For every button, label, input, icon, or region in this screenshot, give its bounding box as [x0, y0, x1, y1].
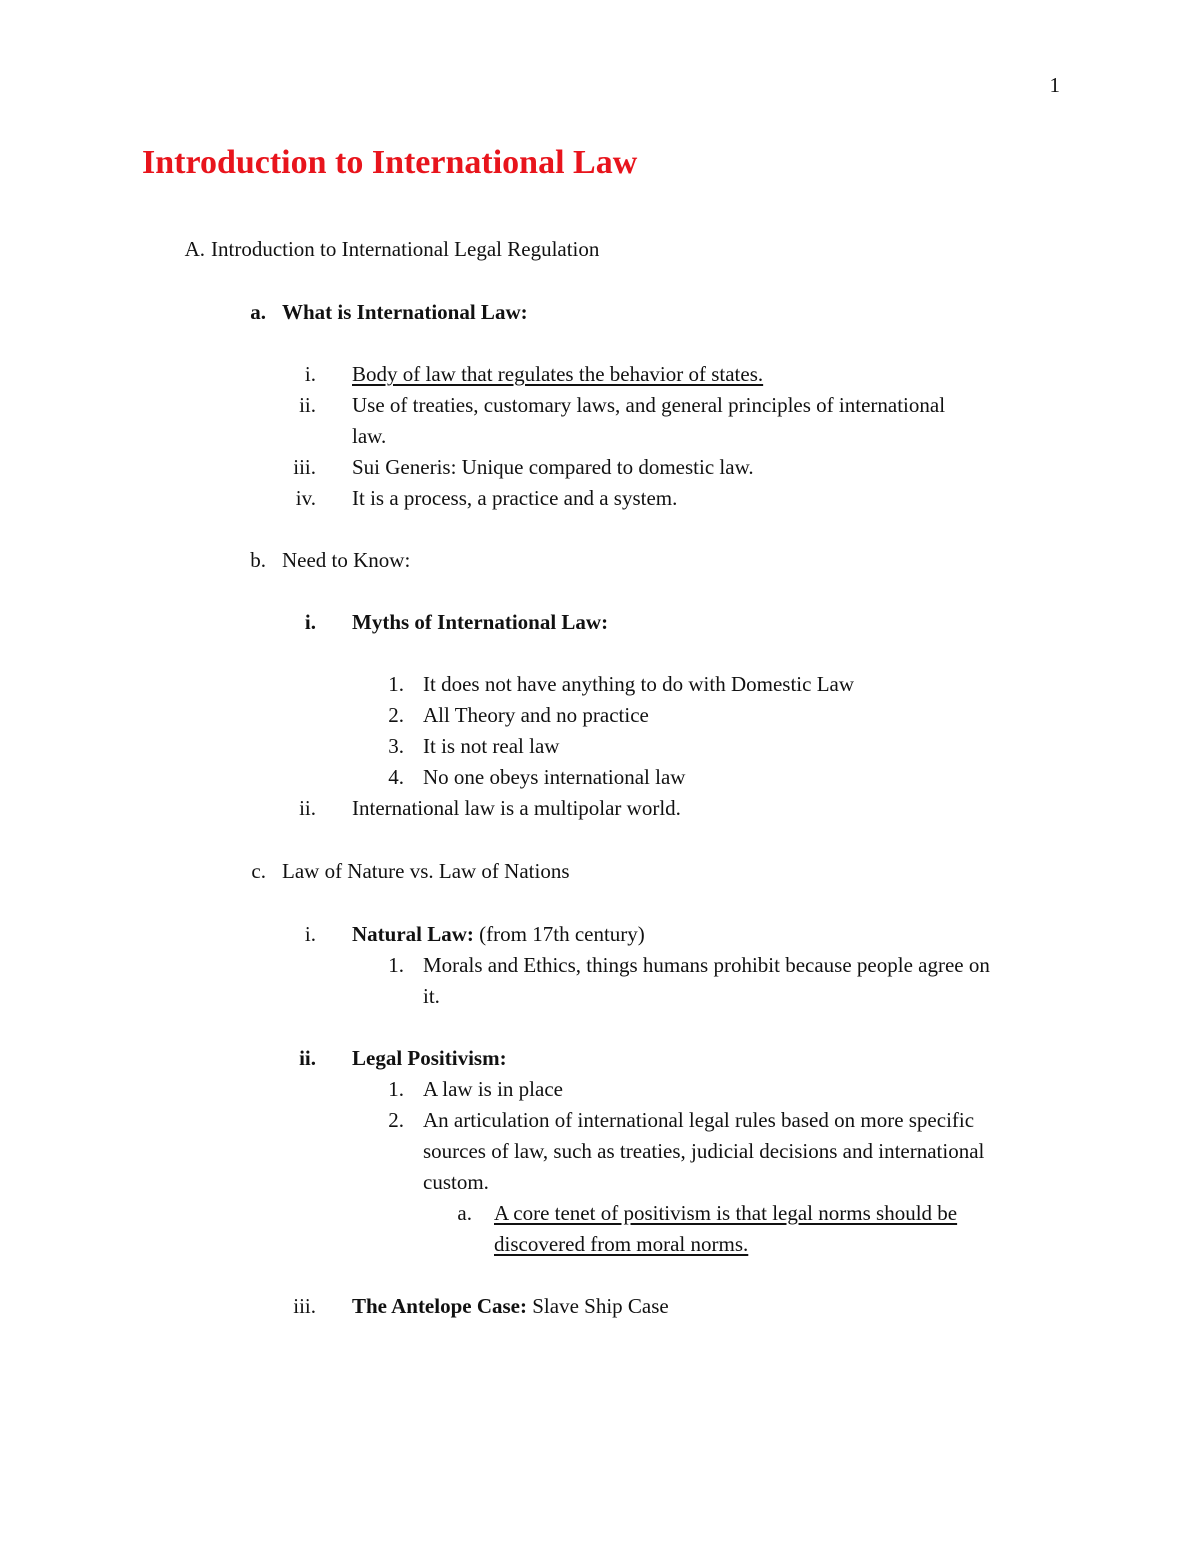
list-item-text: law.	[352, 424, 387, 448]
list-item	[0, 390, 1200, 421]
list-item-text: International law is a multipolar world.	[352, 796, 681, 820]
list-item-continuation	[0, 1136, 1200, 1167]
outline-item-c-ii	[0, 1043, 1200, 1074]
topic-heading-note: (from 17th century)	[473, 922, 645, 946]
subsection-heading-a: What is International Law:	[282, 300, 528, 324]
list-item-text: Use of treaties, customary laws, and general principles of international	[352, 393, 946, 417]
list-item	[0, 950, 1200, 981]
list-item-continuation	[0, 1229, 1200, 1260]
list-item	[0, 700, 1200, 731]
list-item	[0, 359, 1200, 390]
list-item	[0, 1105, 1200, 1136]
list-item-text: No one obeys international law	[423, 765, 686, 789]
list-item	[0, 1198, 1200, 1229]
list-item-text: Morals and Ethics, things humans prohibit because people agree on	[423, 953, 990, 977]
list-marker: 2.	[388, 703, 404, 727]
topic-heading-bold: The Antelope Case:	[352, 1294, 527, 1318]
outline-item-b	[0, 545, 1200, 576]
list-marker: 2.	[388, 1108, 404, 1132]
list-item-text: sources of law, such as treaties, judicial decisions and international	[423, 1139, 985, 1163]
outline-item-a	[0, 297, 1200, 328]
list-marker: 3.	[388, 734, 404, 758]
list-marker: A.	[184, 237, 205, 261]
list-marker: c.	[251, 859, 266, 883]
list-marker: b.	[250, 548, 266, 572]
list-item-text: it.	[423, 984, 440, 1008]
list-marker: i.	[304, 922, 316, 946]
list-marker: a.	[250, 300, 266, 324]
subsection-heading-b: Need to Know:	[282, 548, 411, 572]
list-marker: i.	[304, 362, 316, 386]
list-marker: ii.	[299, 393, 316, 417]
list-item	[0, 731, 1200, 762]
topic-heading	[352, 919, 645, 950]
outline-item-A	[0, 234, 1200, 265]
list-item-continuation	[0, 421, 1200, 452]
list-item-text: Sui Generis: Unique compared to domestic law.	[352, 455, 754, 479]
list-item-text: An articulation of international legal rules based on more specific	[423, 1108, 975, 1132]
outline-item-c-iii	[0, 1291, 1200, 1322]
outline-item-b-ii	[0, 793, 1200, 824]
list-item-text: discovered from moral norms.	[494, 1232, 749, 1256]
outline-item-b-i	[0, 607, 1200, 638]
list-marker: ii.	[299, 1046, 316, 1070]
list-item-text: A core tenet of positivism is that legal norms should be	[494, 1201, 958, 1225]
page-number: 1	[1049, 73, 1060, 97]
list-item-text: All Theory and no practice	[423, 703, 649, 727]
list-item-text: It does not have anything to do with Domestic Law	[423, 672, 855, 696]
topic-heading-bold: Natural Law:	[352, 922, 474, 946]
list-item-continuation	[0, 981, 1200, 1012]
section-heading-A: Introduction to International Legal Regulation	[211, 237, 600, 261]
topic-heading-note: Slave Ship Case	[527, 1294, 669, 1318]
list-marker: iii.	[293, 1294, 316, 1318]
topic-heading: Myths of International Law:	[352, 610, 609, 634]
list-item-continuation	[0, 1167, 1200, 1198]
list-marker: iv.	[295, 486, 316, 510]
list-item-text: It is not real law	[423, 734, 560, 758]
list-item	[0, 483, 1200, 514]
subsection-heading-c: Law of Nature vs. Law of Nations	[282, 859, 570, 883]
list-item-text: Body of law that regulates the behavior of states.	[352, 362, 764, 386]
list-marker: ii.	[299, 796, 316, 820]
list-marker: a.	[457, 1201, 472, 1225]
list-marker: i.	[304, 610, 316, 634]
list-item	[0, 669, 1200, 700]
list-item	[0, 762, 1200, 793]
list-marker: 1.	[388, 1077, 404, 1101]
outline-item-c	[0, 856, 1200, 887]
list-marker: 1.	[388, 672, 404, 696]
list-item	[0, 452, 1200, 483]
list-marker: 1.	[388, 953, 404, 977]
list-marker: 4.	[388, 765, 404, 789]
page-title: Introduction to International Law	[142, 144, 638, 181]
topic-heading: Legal Positivism:	[352, 1046, 507, 1070]
topic-heading	[352, 1291, 669, 1322]
outline-item-c-i	[0, 919, 1200, 950]
list-item-text: custom.	[423, 1170, 489, 1194]
list-item-text: It is a process, a practice and a system.	[352, 486, 678, 510]
list-item	[0, 1074, 1200, 1105]
list-marker: iii.	[293, 455, 316, 479]
list-item-text: A law is in place	[423, 1077, 563, 1101]
